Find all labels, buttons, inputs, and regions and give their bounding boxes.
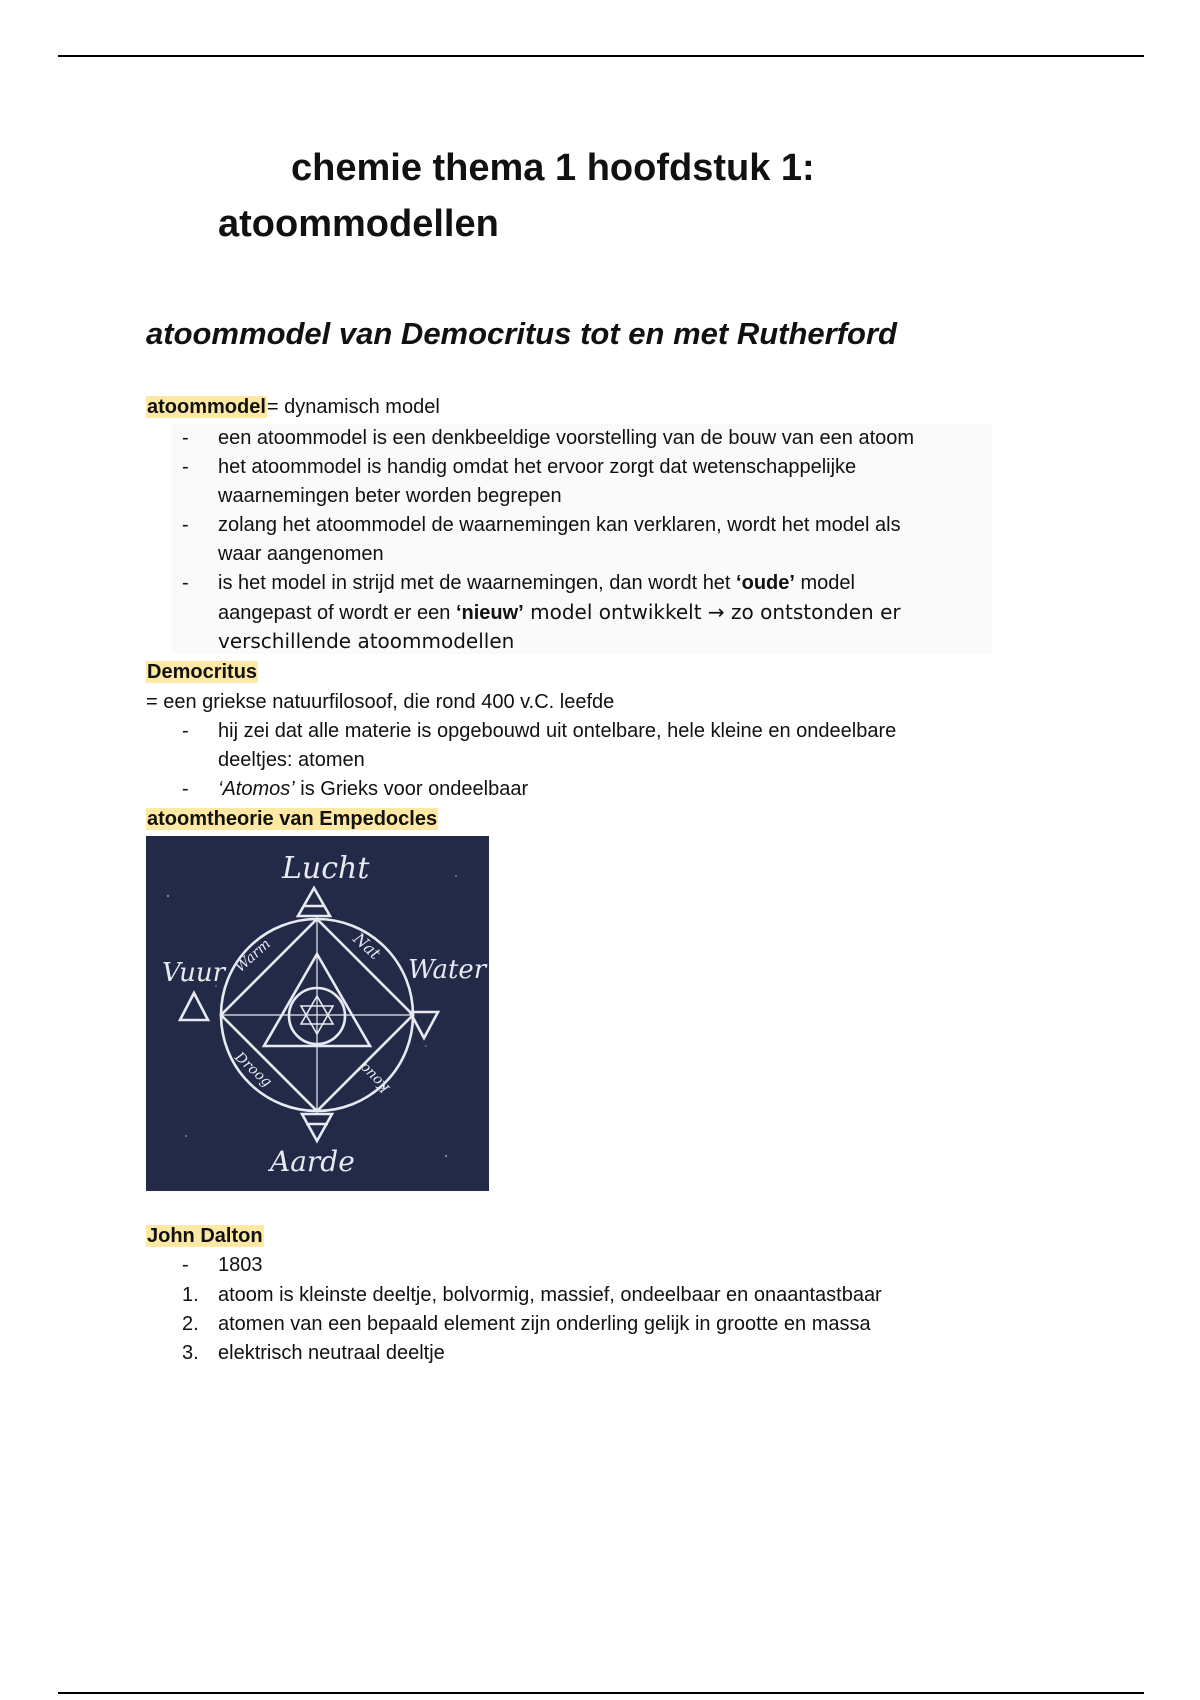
atoommodel-bullet-4c: verschillende atoommodellen [218, 629, 515, 653]
diagram-lines [180, 888, 438, 1141]
label-nat: Nat [349, 928, 385, 963]
list-number-3: 3. [182, 1342, 199, 1364]
atoommodel-definition: = dynamisch model [266, 396, 440, 418]
earth-symbol [302, 1114, 332, 1141]
atoommodel-bullet-4b [218, 598, 901, 628]
atoommodel-bullet-3b: waar aangenomen [218, 543, 384, 565]
democritus-bullet-2-rest: is Grieks voor ondeelbaar [294, 778, 529, 800]
empedocles-heading-line [146, 805, 438, 834]
bullet-dash: - [182, 572, 189, 594]
atoommodel-bullet-2a: het atoommodel is handig omdat het ervoor zorgt dat wetenschappelijke [218, 456, 857, 478]
title-line-1: chemie thema 1 hoofdstuk 1: [291, 147, 815, 189]
dalton-item-1: atoom is kleinste deeltje, bolvormig, massief, ondeelbaar en onaantastbaar [218, 1284, 882, 1306]
oude-term: ‘oude’ [736, 572, 795, 594]
label-water: Water [408, 955, 487, 985]
label-koud: Koud [355, 1058, 394, 1096]
label-vuur: Vuur [162, 958, 226, 988]
democritus-heading-line [146, 658, 258, 687]
bullet-4b-text-end: model ontwikkelt → zo ontstonden er [523, 600, 901, 624]
atoommodel-bullet-3a: zolang het atoommodel de waarnemingen kan verklaren, wordt het model als [218, 514, 901, 536]
dalton-item-3: elektrisch neutraal deeltje [218, 1342, 445, 1364]
label-warm: Warm [232, 936, 274, 976]
empedocles-elements-image [146, 836, 489, 1191]
democritus-bullet-1b: deeltjes: atomen [218, 749, 365, 771]
dalton-heading: John Dalton [147, 1225, 263, 1247]
bullet-4-text: is het model in strijd met de waarnemingen, dan wordt het [218, 572, 737, 594]
top-rule [58, 55, 1144, 57]
fire-symbol [180, 993, 208, 1020]
bottom-rule [58, 1692, 1144, 1694]
dalton-item-2: atomen van een bepaald element zijn onderling gelijk in grootte en massa [218, 1313, 871, 1335]
bullet-4b-text: aangepast of wordt er een [218, 602, 456, 624]
bullet-dash: - [182, 456, 189, 478]
bullet-dash: - [182, 427, 189, 449]
democritus-bullet-2 [218, 775, 528, 804]
atoommodel-bullet-1: een atoommodel is een denkbeeldige voorstelling van de bouw van een atoom [218, 427, 915, 449]
page-title [218, 140, 1018, 252]
bullet-dash: - [182, 720, 189, 742]
label-droog: Droog [231, 1049, 275, 1091]
label-lucht: Lucht [282, 851, 370, 886]
air-symbol [298, 888, 330, 916]
list-number-2: 2. [182, 1313, 199, 1335]
label-aarde: Aarde [270, 1145, 355, 1178]
atoommodel-term: atoommodel [147, 396, 266, 418]
list-number-1: 1. [182, 1284, 199, 1306]
democritus-definition: = een griekse natuurfilosoof, die rond 400 v.C. leefde [146, 691, 615, 713]
democritus-bullet-1a: hij zei dat alle materie is opgebouwd uit ontelbare, hele kleine en ondeelbare [218, 720, 897, 742]
bullet-4-text-end: model [794, 572, 855, 594]
atoommodel-bullet-2b: waarnemingen beter worden begrepen [218, 485, 562, 507]
bullet-dash: - [182, 778, 189, 800]
atoommodel-definition-line [146, 393, 440, 422]
bullet-dash: - [182, 1254, 189, 1276]
dalton-heading-line [146, 1222, 264, 1251]
bullet-dash: - [182, 514, 189, 536]
section-title: atoommodel van Democritus tot en met Rutherford [146, 316, 897, 351]
elements-diagram [146, 836, 489, 1191]
empedocles-heading: atoomtheorie van Empedocles [147, 808, 438, 830]
atomos-term: ‘Atomos’ [218, 778, 295, 800]
atoommodel-bullet-4a [218, 569, 855, 598]
democritus-heading: Democritus [147, 661, 258, 683]
title-line-2: atoommodellen [218, 203, 499, 245]
dalton-year: 1803 [218, 1254, 263, 1276]
nieuw-term: ‘nieuw’ [455, 602, 524, 624]
